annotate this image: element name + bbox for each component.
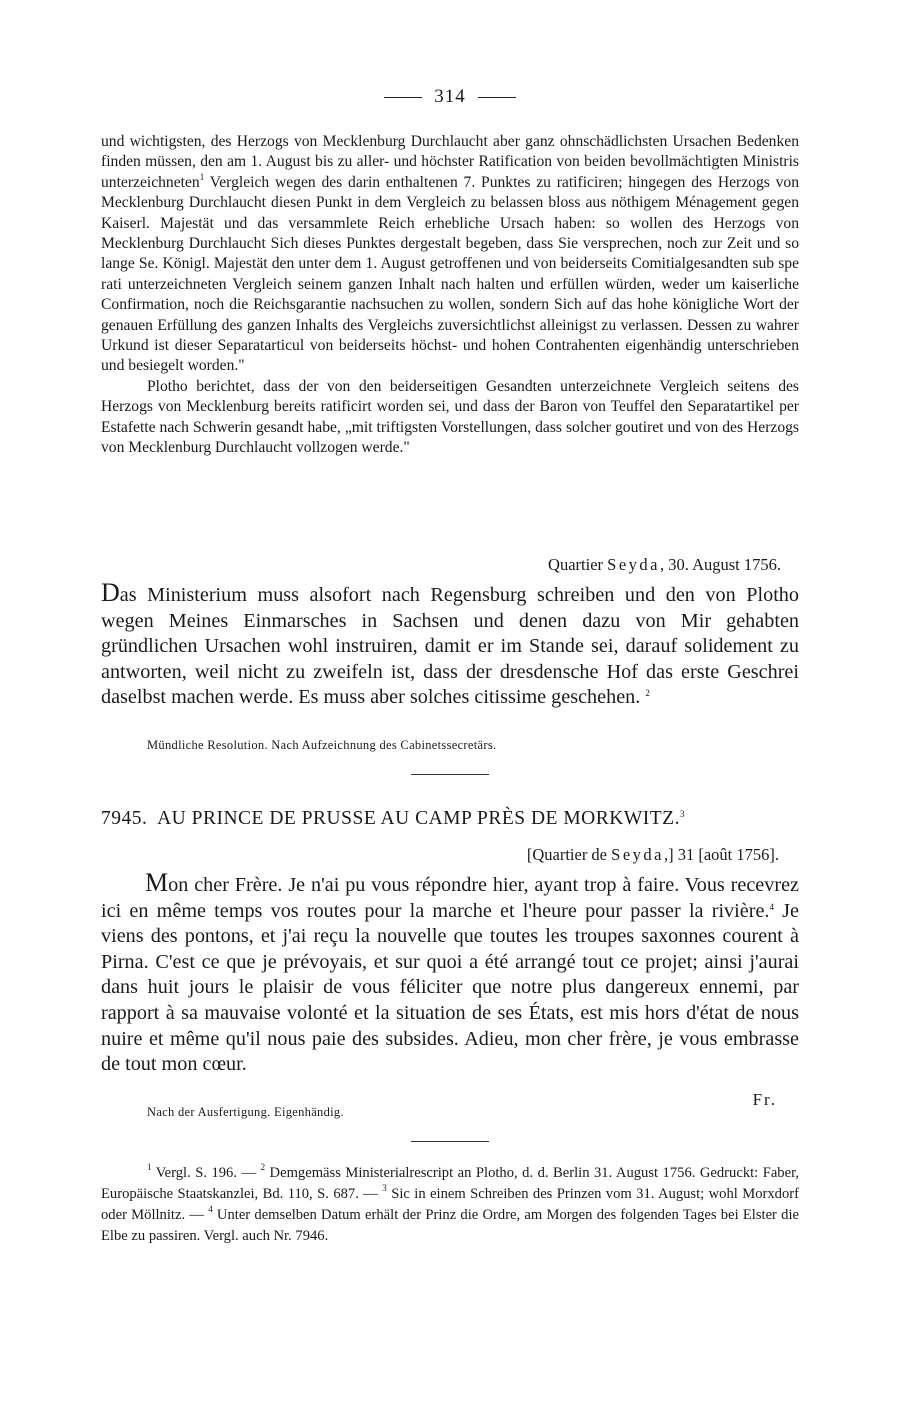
source-note-1: Mündliche Resolution. Nach Aufzeichnung des Cabinetssecretärs. [147, 738, 497, 752]
footnote-divider [411, 1141, 489, 1142]
dateline-1-place: Seyda [607, 555, 660, 574]
footnote-ref-4: 4 [769, 901, 774, 912]
dateline-2-place: Seyda [611, 845, 664, 864]
letter-title: AU PRINCE DE PRUSSE AU CAMP PRÈS DE MORKWITZ. [157, 808, 680, 829]
resolution-body: as Ministerium muss alsofort nach Regensburg schreiben und den von Plotho wegen Meines Einmarsches in Sachsen und denen dazu von Mir gehabten gründlichen Ursachen wohl instruiren, damit er im Stande sei, darauf solidement zu antworten, weil nicht zu zweifeln ist, dass der dresdensche Hof das erste Geschrei daselbst machen werde. Es muss aber solches citissime geschehen. [101, 584, 799, 709]
footnote-mark-3: 3 [382, 1183, 387, 1193]
footnote-mark-2: 2 [260, 1162, 266, 1172]
resolution-text [101, 580, 799, 711]
footnote-ref-2: 2 [645, 688, 650, 699]
source-note-2-block [101, 1105, 799, 1120]
letter-heading [101, 808, 799, 830]
dateline-1-prefix: Quartier [548, 555, 608, 574]
footnote-3: Sic in einem Schreiben des Prinzen vom 31. August; wohl Morxdorf oder Möllnitz. — [101, 1186, 799, 1223]
letter-body-part1: on cher Frère. Je n'ai pu vous répondre hier, ayant trop à faire. Vous recevrez ici en même temps vos routes pour la marche et l'heure pour passer la rivière. [101, 874, 799, 922]
previous-document-text [101, 132, 799, 459]
section-divider [411, 774, 489, 775]
plotho-paragraph: Plotho berichtet, dass der von den beiderseitigen Gesandten unterzeichnete Vergleich seitens des Herzogs von Mecklenburg bereits ratificirt worden sei, und dass der Baron von Teuffel den Separatartikel per Estafette nach Schwerin gesandt habe, „mit triftigsten Vorstellungen, dass solcher goutiret und von des Herzogs von Mecklenburg Durchlaucht vollzogen werde." [101, 377, 799, 457]
footnote-mark-4: 4 [208, 1204, 213, 1214]
letter-heading-block [101, 808, 799, 830]
dateline-2 [101, 845, 799, 865]
separate-article-part2: Vergleich wegen des darin enthaltenen 7. Punktes zu ratificiren; hingegen des Herzogs von Mecklenburg Durchlaucht diesen Punkt in dem Vergleich zu belassen bloss aus nöthigem Ménagement gegen Kaiserl. Majestät und das versammlete Reich erhebliche Ursach haben: so wollen des Herzogs von Mecklenburg Durchlaucht Sich dieses Punktes dergestalt begeben, dass Sie versprechen, noch zur Zeit und so lange Se. Königl. Majestät den unter dem 1. August getroffenen und von beiderseits Comitialgesandten sub spe rati unterzeichneten Vergleich seinem ganzen Inhalt nach halten und erfüllen würden, weder um kaiserliche Confirmation, noch die Reichsgarantie nachsuchen zu wollen, sondern Sich auf das hohe königliche Wort der genauen Erfüllung des ganzen Inhalts des Vergleichs zuversichtlichst alleinigst zu verlassen. Dessen zu wahrer Urkund ist dieser Separatarticul von beiderseits höchst- und hohen Contrahenten eigenhändig unterschrieben und besiegelt worden." [101, 173, 799, 375]
divider-2 [101, 1141, 799, 1142]
separate-article-text [101, 132, 799, 377]
source-note-1-block [101, 738, 799, 753]
dateline-1 [101, 555, 799, 575]
footnote-mark-1: 1 [147, 1162, 152, 1172]
letter-body [101, 870, 799, 1078]
footnote-1: Vergl. S. 196. — [151, 1165, 261, 1181]
source-note-2: Nach der Ausfertigung. Eigenhändig. [147, 1105, 344, 1119]
footnotes [101, 1163, 799, 1247]
dateline-2-prefix: [Quartier de [526, 845, 612, 864]
footnote-ref-3: 3 [679, 809, 685, 819]
letter-dropcap: M [145, 868, 169, 897]
letter-number: 7945. [101, 808, 148, 829]
header-dash-right [478, 97, 516, 98]
footnotes-block [101, 1163, 799, 1247]
footnote-2: Demgemäss Ministerialrescript an Plotho, d. d. Berlin 31. August 1756. Gedruckt: Faber, Europäische Staatskanzlei, Bd. 110, S. 687. — [101, 1165, 799, 1202]
resolution-dropcap: D [101, 578, 120, 607]
separate-article-part1: und wichtigsten, des Herzogs von Mecklenburg Durchlaucht aber ganz ohnschädlichsten Ursachen Bedenken finden müssen, den am 1. August bis zu aller- und höchster Ratification von beiden bevollmächtigten Ministris unterzeichneten [101, 133, 799, 191]
header-dash-left [384, 97, 422, 98]
signature: Fr. [752, 1090, 777, 1109]
footnote-4: Unter demselben Datum erhält der Prinz die Ordre, am Morgen des folgenden Tages bei Elster die Elbe zu passiren. Vergl. auch Nr. 7946. [101, 1207, 799, 1244]
letter-body-block [101, 870, 799, 1078]
page-header [101, 86, 799, 108]
dateline-1-date: , 30. August 1756. [659, 555, 781, 574]
footnote-ref-1: 1 [199, 171, 205, 182]
dateline-2-date: ,] 31 [août 1756]. [663, 845, 779, 864]
page-number: 314 [434, 86, 466, 107]
letter-body-part2: Je viens des pontons, et j'ai reçu la nouvelle que toutes les troupes saxonnes courent à Pirna. C'est ce que je prévoyais, et sur quoi a été arrangé tout ce projet; ainsi j'aurai dans huit jours le plaisir de vous féliciter que notre plus dangereux ennemi, par rapport à sa mauvaise volonté et la situation de ses États, est mis hors d'état de nous nuire et même qu'il nous paie des subsides. Adieu, mon cher frère, je vous embrasse de tout mon cœur. [101, 899, 799, 1076]
divider-1 [101, 774, 799, 775]
resolution-block [101, 580, 799, 711]
